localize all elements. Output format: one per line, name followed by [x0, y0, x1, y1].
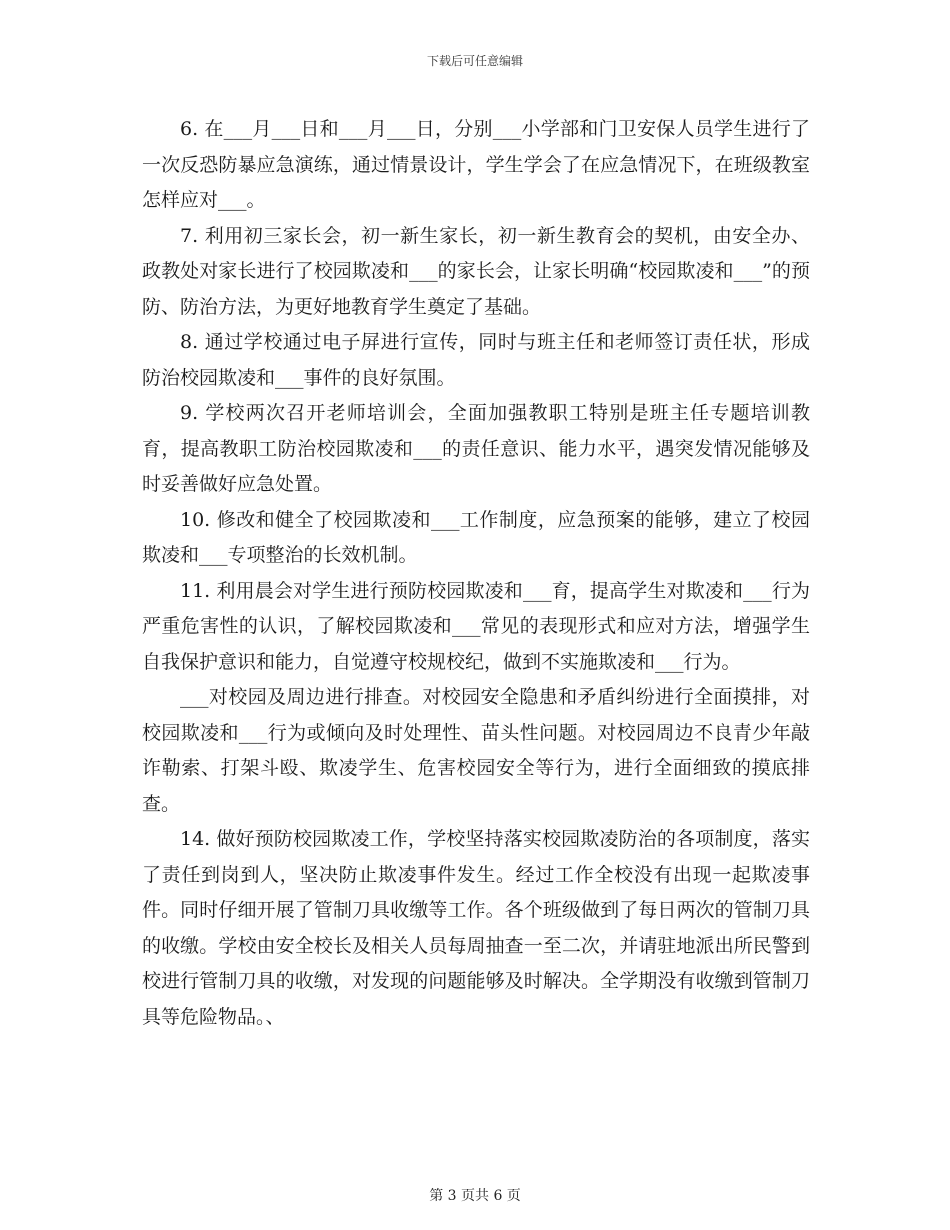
paragraph-11: 11. 利用晨会对学生进行预防校园欺凌和___育，提高学生对欺凌和___行为严重危害性的认识，了解校园欺凌和___常见的表现形式和应对方法，增强学生自我保护意识和能力，自觉遵守校规校纪，做到不实施欺凌和___行为。 [142, 579, 810, 673]
paragraph-14: 14. 做好预防校园欺凌工作，学校坚持落实校园欺凌防治的各项制度，落实了责任到岗到人，坚决防止欺凌事件发生。经过工作全校没有出现一起欺凌事件。同时仔细开展了管制刀具收缴等工作。各个班级做到了每日两次的管制刀具的收缴。学校由安全校长及相关人员每周抽查一至二次，并请驻地派出所民警到校进行管制刀具的收缴，对发现的问题能够及时解决。全学期没有收缴到管制刀具等危险物品。、 [142, 828, 810, 1028]
document-body [142, 112, 810, 1035]
paragraph-inspection: ___对校园及周边进行排查。对校园安全隐患和矛盾纠纷进行全面摸排，对校园欺凌和___行为或倾向及时处理性、苗头性问题。对校园周边不良青少年敲诈勒索、打架斗殴、欺凌学生、危害校园安全等行为，进行全面细致的摸底排查。 [142, 686, 810, 815]
page-number: 第 3 页共 6 页 [429, 1188, 521, 1204]
page-header: 下载后可任意编辑 [426, 54, 523, 68]
paragraph-7: 7. 利用初三家长会，初一新生家长，初一新生教育会的契机，由安全办、政教处对家长进行了校园欺凌和___的家长会，让家长明确“校园欺凌和___”的预防、防治方法，为更好地教育学生奠定了基础。 [142, 224, 810, 318]
paragraph-9: 9. 学校两次召开老师培训会，全面加强教职工特别是班主任专题培训教育，提高教职工防治校园欺凌和___的责任意识、能力水平，遇突发情况能够及时妥善做好应急处置。 [142, 402, 810, 495]
paragraph-10: 10. 修改和健全了校园欺凌和___工作制度，应急预案的能够，建立了校园欺凌和___专项整治的长效机制。 [142, 508, 810, 566]
paragraph-8: 8. 通过学校通过电子屏进行宣传，同时与班主任和老师签订责任状，形成防治校园欺凌和___事件的良好氛围。 [142, 331, 810, 389]
paragraph-6: 6. 在___月___日和___月___日，分别___小学部和门卫安保人员学生进行了一次反恐防暴应急演练，通过情景设计，学生学会了在应急情况下，在班级教室怎样应对___。 [142, 118, 810, 211]
